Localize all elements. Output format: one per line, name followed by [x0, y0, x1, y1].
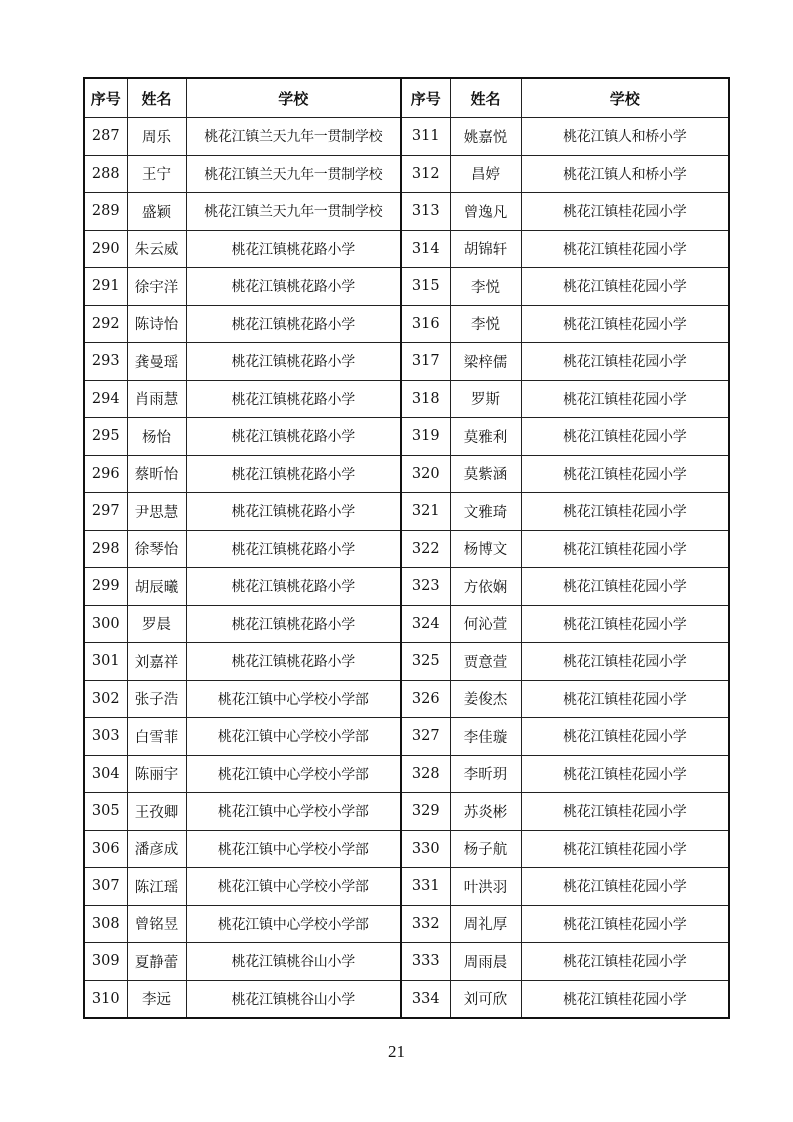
cell-no-right: 324: [401, 605, 450, 643]
cell-school-right: 桃花江镇桂花园小学: [521, 455, 729, 493]
cell-school-left: 桃花江镇兰天九年一贯制学校: [186, 155, 401, 193]
cell-name-right: 方依娴: [450, 568, 521, 606]
table-row: [84, 643, 729, 681]
cell-no-left: 299: [84, 568, 127, 606]
cell-school-right: 桃花江镇桂花园小学: [521, 980, 729, 1018]
cell-no-left: 305: [84, 793, 127, 831]
cell-no-right: 328: [401, 755, 450, 793]
cell-no-right: 314: [401, 230, 450, 268]
table-row: [84, 868, 729, 906]
cell-school-right: 桃花江镇桂花园小学: [521, 943, 729, 981]
cell-school-right: 桃花江镇桂花园小学: [521, 605, 729, 643]
cell-school-left: 桃花江镇桃花路小学: [186, 380, 401, 418]
cell-school-left: 桃花江镇桃花路小学: [186, 343, 401, 381]
cell-name-right: 周雨晨: [450, 943, 521, 981]
cell-name-right: 贾意萱: [450, 643, 521, 681]
cell-school-left: 桃花江镇桃花路小学: [186, 455, 401, 493]
cell-no-right: 311: [401, 118, 450, 156]
table-body: [84, 118, 729, 1019]
cell-no-left: 310: [84, 980, 127, 1018]
cell-name-right: 昌婷: [450, 155, 521, 193]
table-row: [84, 493, 729, 531]
table-row: [84, 530, 729, 568]
cell-name-left: 朱云威: [127, 230, 186, 268]
cell-school-left: 桃花江镇桃花路小学: [186, 268, 401, 306]
cell-name-left: 夏静蕾: [127, 943, 186, 981]
cell-school-right: 桃花江镇桂花园小学: [521, 230, 729, 268]
cell-no-left: 307: [84, 868, 127, 906]
cell-school-right: 桃花江镇桂花园小学: [521, 305, 729, 343]
page-number: 21: [388, 1042, 405, 1061]
cell-name-left: 肖雨慧: [127, 380, 186, 418]
cell-no-right: 321: [401, 493, 450, 531]
cell-name-left: 盛颖: [127, 193, 186, 231]
cell-name-right: 文雅琦: [450, 493, 521, 531]
cell-no-right: 329: [401, 793, 450, 831]
table-row: [84, 905, 729, 943]
header-name-right: 姓名: [450, 78, 521, 118]
table-row: [84, 418, 729, 456]
cell-no-left: 306: [84, 830, 127, 868]
cell-name-right: 梁梓儒: [450, 343, 521, 381]
cell-no-left: 301: [84, 643, 127, 681]
cell-no-right: 312: [401, 155, 450, 193]
cell-school-left: 桃花江镇中心学校小学部: [186, 830, 401, 868]
cell-school-right: 桃花江镇桂花园小学: [521, 643, 729, 681]
cell-no-right: 323: [401, 568, 450, 606]
cell-no-right: 325: [401, 643, 450, 681]
table-row: [84, 305, 729, 343]
table-row: [84, 980, 729, 1018]
cell-name-right: 叶洪羽: [450, 868, 521, 906]
cell-no-right: 317: [401, 343, 450, 381]
cell-no-right: 333: [401, 943, 450, 981]
cell-school-left: 桃花江镇桃花路小学: [186, 418, 401, 456]
cell-school-right: 桃花江镇桂花园小学: [521, 493, 729, 531]
cell-no-left: 303: [84, 718, 127, 756]
cell-no-left: 296: [84, 455, 127, 493]
cell-name-right: 周礼厚: [450, 905, 521, 943]
cell-no-left: 295: [84, 418, 127, 456]
cell-no-right: 318: [401, 380, 450, 418]
cell-name-left: 徐宇洋: [127, 268, 186, 306]
cell-no-left: 291: [84, 268, 127, 306]
cell-no-left: 300: [84, 605, 127, 643]
cell-no-right: 315: [401, 268, 450, 306]
cell-name-left: 陈丽宇: [127, 755, 186, 793]
table-row: [84, 193, 729, 231]
cell-no-right: 322: [401, 530, 450, 568]
table-row: [84, 455, 729, 493]
cell-school-right: 桃花江镇桂花园小学: [521, 868, 729, 906]
cell-school-left: 桃花江镇桃花路小学: [186, 643, 401, 681]
header-no-left: 序号: [84, 78, 127, 118]
cell-name-left: 周乐: [127, 118, 186, 156]
cell-school-left: 桃花江镇中心学校小学部: [186, 755, 401, 793]
cell-school-left: 桃花江镇桃谷山小学: [186, 980, 401, 1018]
cell-no-left: 287: [84, 118, 127, 156]
cell-no-left: 297: [84, 493, 127, 531]
cell-name-left: 陈诗怡: [127, 305, 186, 343]
cell-no-right: 327: [401, 718, 450, 756]
cell-name-right: 莫雅利: [450, 418, 521, 456]
table-row: [84, 118, 729, 156]
cell-name-right: 姚嘉悦: [450, 118, 521, 156]
cell-no-right: 319: [401, 418, 450, 456]
cell-school-left: 桃花江镇桃花路小学: [186, 493, 401, 531]
cell-school-right: 桃花江镇桂花园小学: [521, 568, 729, 606]
header-school-left: 学校: [186, 78, 401, 118]
cell-school-left: 桃花江镇桃花路小学: [186, 305, 401, 343]
cell-name-left: 杨怡: [127, 418, 186, 456]
cell-name-left: 白雪菲: [127, 718, 186, 756]
cell-name-left: 罗晨: [127, 605, 186, 643]
cell-name-left: 张子浩: [127, 680, 186, 718]
cell-no-left: 292: [84, 305, 127, 343]
cell-school-right: 桃花江镇桂花园小学: [521, 343, 729, 381]
cell-name-right: 胡锦轩: [450, 230, 521, 268]
student-list-table: [83, 77, 730, 1019]
cell-school-left: 桃花江镇桃花路小学: [186, 568, 401, 606]
cell-school-right: 桃花江镇桂花园小学: [521, 380, 729, 418]
cell-no-left: 294: [84, 380, 127, 418]
table-header: [84, 78, 729, 118]
cell-school-left: 桃花江镇中心学校小学部: [186, 680, 401, 718]
cell-no-right: 334: [401, 980, 450, 1018]
cell-name-right: 何沁萱: [450, 605, 521, 643]
cell-name-left: 曾铭昱: [127, 905, 186, 943]
cell-school-left: 桃花江镇中心学校小学部: [186, 793, 401, 831]
cell-school-right: 桃花江镇人和桥小学: [521, 155, 729, 193]
cell-school-right: 桃花江镇桂花园小学: [521, 830, 729, 868]
table-row: [84, 793, 729, 831]
cell-school-right: 桃花江镇桂花园小学: [521, 905, 729, 943]
cell-school-right: 桃花江镇桂花园小学: [521, 268, 729, 306]
table-row: [84, 343, 729, 381]
cell-name-right: 杨子航: [450, 830, 521, 868]
table-row: [84, 155, 729, 193]
cell-no-left: 302: [84, 680, 127, 718]
table-row: [84, 718, 729, 756]
cell-name-left: 龚曼瑶: [127, 343, 186, 381]
table-row: [84, 230, 729, 268]
cell-name-left: 胡辰曦: [127, 568, 186, 606]
cell-name-right: 曾逸凡: [450, 193, 521, 231]
cell-school-right: 桃花江镇桂花园小学: [521, 193, 729, 231]
cell-school-left: 桃花江镇兰天九年一贯制学校: [186, 193, 401, 231]
cell-name-left: 潘彦成: [127, 830, 186, 868]
cell-school-left: 桃花江镇兰天九年一贯制学校: [186, 118, 401, 156]
cell-school-right: 桃花江镇桂花园小学: [521, 680, 729, 718]
cell-school-right: 桃花江镇人和桥小学: [521, 118, 729, 156]
cell-no-right: 326: [401, 680, 450, 718]
cell-school-left: 桃花江镇桃花路小学: [186, 230, 401, 268]
cell-name-right: 李悦: [450, 305, 521, 343]
table-row: [84, 380, 729, 418]
cell-name-left: 陈江瑶: [127, 868, 186, 906]
cell-school-right: 桃花江镇桂花园小学: [521, 530, 729, 568]
cell-name-left: 李远: [127, 980, 186, 1018]
cell-no-left: 290: [84, 230, 127, 268]
table-row: [84, 755, 729, 793]
cell-no-left: 298: [84, 530, 127, 568]
student-list-table-container: [83, 77, 728, 1019]
cell-school-left: 桃花江镇中心学校小学部: [186, 868, 401, 906]
cell-no-left: 304: [84, 755, 127, 793]
cell-name-right: 李佳璇: [450, 718, 521, 756]
cell-school-left: 桃花江镇桃谷山小学: [186, 943, 401, 981]
cell-name-left: 尹思慧: [127, 493, 186, 531]
header-row: [84, 78, 729, 118]
cell-school-right: 桃花江镇桂花园小学: [521, 718, 729, 756]
cell-name-right: 杨博文: [450, 530, 521, 568]
cell-school-left: 桃花江镇中心学校小学部: [186, 718, 401, 756]
cell-no-right: 330: [401, 830, 450, 868]
cell-name-right: 李昕玥: [450, 755, 521, 793]
cell-school-left: 桃花江镇桃花路小学: [186, 530, 401, 568]
cell-name-left: 王宁: [127, 155, 186, 193]
cell-name-right: 苏炎彬: [450, 793, 521, 831]
table-row: [84, 943, 729, 981]
cell-school-right: 桃花江镇桂花园小学: [521, 793, 729, 831]
table-row: [84, 268, 729, 306]
cell-name-right: 莫紫涵: [450, 455, 521, 493]
cell-name-right: 刘可欣: [450, 980, 521, 1018]
cell-school-left: 桃花江镇中心学校小学部: [186, 905, 401, 943]
cell-no-right: 313: [401, 193, 450, 231]
cell-name-left: 蔡昕怡: [127, 455, 186, 493]
table-row: [84, 830, 729, 868]
cell-no-right: 316: [401, 305, 450, 343]
cell-no-left: 308: [84, 905, 127, 943]
header-name-left: 姓名: [127, 78, 186, 118]
table-row: [84, 680, 729, 718]
table-row: [84, 568, 729, 606]
cell-no-right: 331: [401, 868, 450, 906]
cell-name-left: 王孜卿: [127, 793, 186, 831]
cell-no-left: 289: [84, 193, 127, 231]
cell-name-right: 罗斯: [450, 380, 521, 418]
cell-no-right: 320: [401, 455, 450, 493]
cell-name-right: 姜俊杰: [450, 680, 521, 718]
header-no-right: 序号: [401, 78, 450, 118]
cell-no-left: 288: [84, 155, 127, 193]
cell-name-left: 徐琴怡: [127, 530, 186, 568]
cell-name-right: 李悦: [450, 268, 521, 306]
cell-name-left: 刘嘉祥: [127, 643, 186, 681]
cell-no-left: 293: [84, 343, 127, 381]
cell-no-right: 332: [401, 905, 450, 943]
cell-school-left: 桃花江镇桃花路小学: [186, 605, 401, 643]
cell-no-left: 309: [84, 943, 127, 981]
header-school-right: 学校: [521, 78, 729, 118]
table-row: [84, 605, 729, 643]
cell-school-right: 桃花江镇桂花园小学: [521, 418, 729, 456]
cell-school-right: 桃花江镇桂花园小学: [521, 755, 729, 793]
